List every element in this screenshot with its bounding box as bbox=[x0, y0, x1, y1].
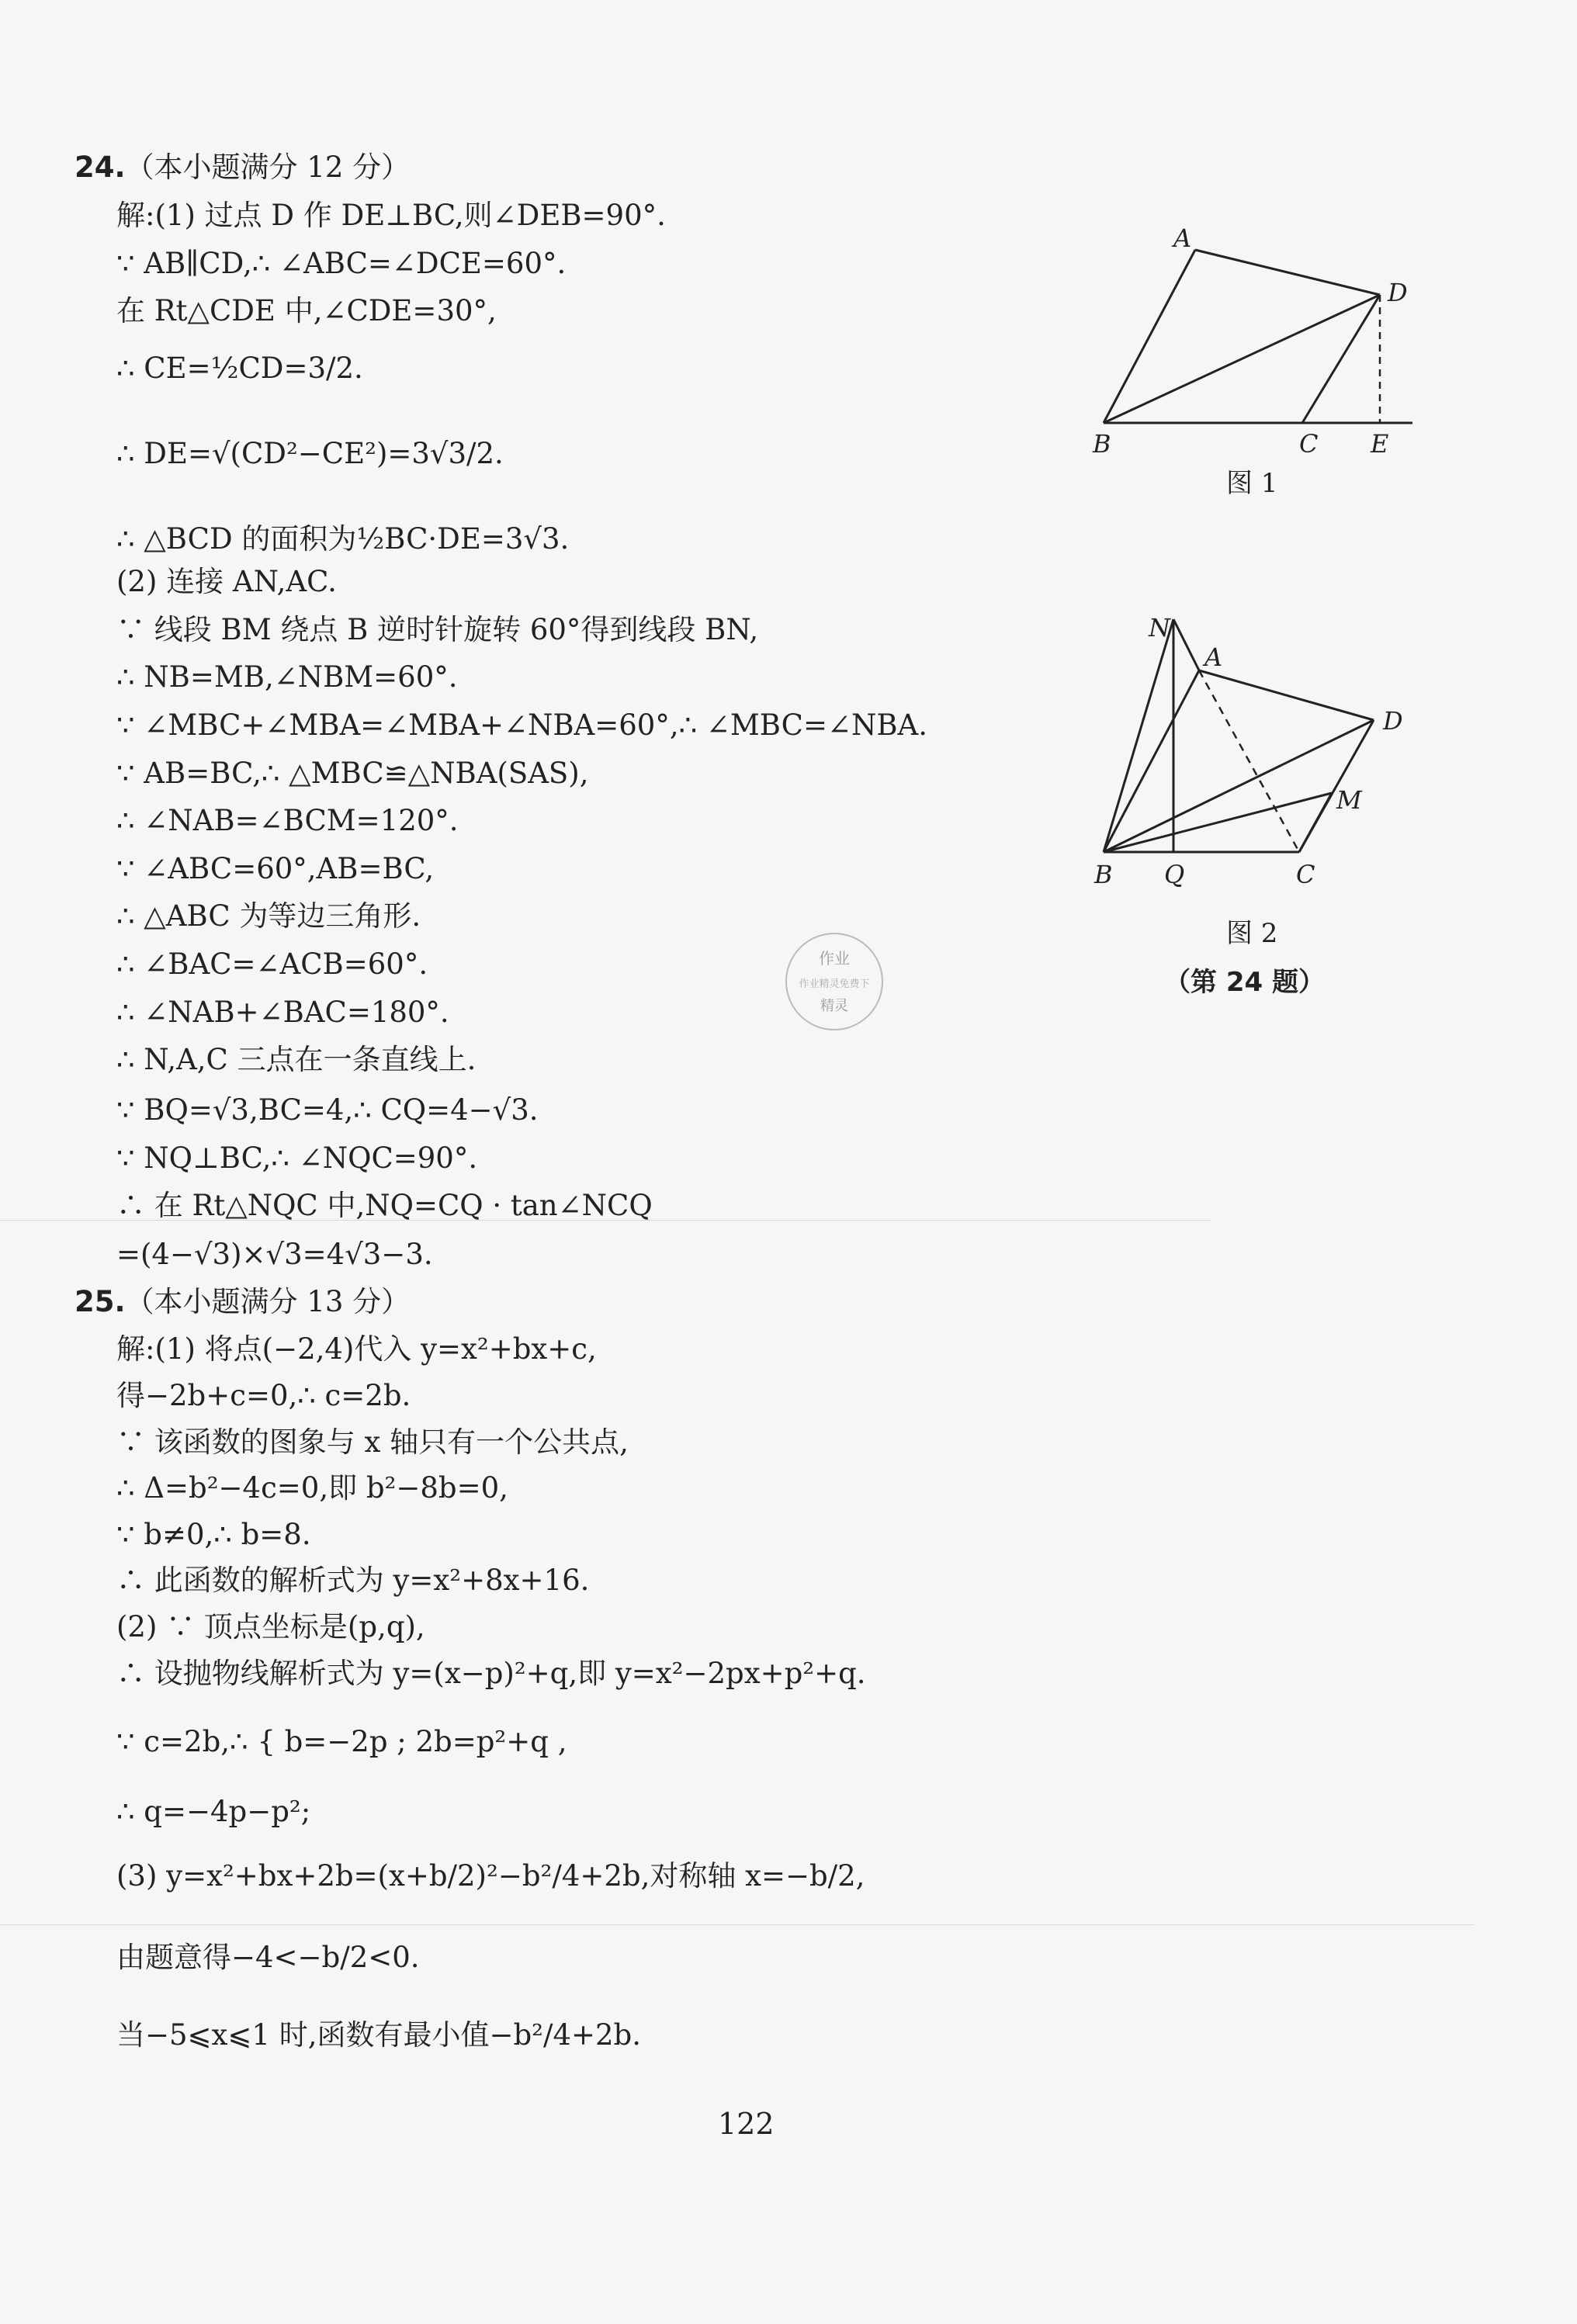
fig1-label-a: A bbox=[1173, 223, 1192, 253]
q24-header bbox=[75, 150, 410, 185]
q24-line: ∵ ∠MBC+∠MBA=∠MBA+∠NBA=60°,∴ ∠MBC=∠NBA. bbox=[116, 708, 928, 742]
stamp-text-top: 作业 bbox=[819, 949, 850, 968]
q24-line: ∵ ∠ABC=60°,AB=BC, bbox=[116, 852, 435, 885]
q24-header-text: （本小题满分 12 分） bbox=[125, 151, 411, 184]
watermark-stamp bbox=[776, 923, 892, 1040]
fig2-edge-bn bbox=[1104, 619, 1173, 852]
fig1-edge-ab bbox=[1104, 250, 1195, 423]
stamp-text-middle: 作业精灵免费下 bbox=[799, 978, 870, 990]
q25-line: ∵ 该函数的图象与 x 轴只有一个公共点, bbox=[116, 1425, 629, 1459]
q24-line: ∵ NQ⊥BC,∴ ∠NQC=90°. bbox=[116, 1141, 478, 1175]
q24-line: ∴ ∠NAB+∠BAC=180°. bbox=[116, 996, 449, 1029]
q24-line: ∴ △ABC 为等边三角形. bbox=[116, 899, 421, 933]
figure-1 bbox=[1079, 217, 1428, 466]
q25-line: (3) y=x²+bx+2b=(x+b/2)²−b²/4+2b,对称轴 x=−b/2, bbox=[116, 1859, 865, 1893]
fig1-edge-bd bbox=[1104, 295, 1380, 423]
fig2-caption: 图 2 bbox=[1226, 918, 1278, 949]
scan-rule bbox=[0, 1924, 1475, 1925]
q24-line: ∴ NB=MB,∠NBM=60°. bbox=[116, 660, 458, 694]
fig2-label-d: D bbox=[1383, 706, 1403, 736]
fig2-label-q: Q bbox=[1164, 860, 1185, 889]
page-number: 122 bbox=[718, 2107, 775, 2141]
q25-header bbox=[75, 1284, 410, 1320]
q24-line: ∴ N,A,C 三点在一条直线上. bbox=[116, 1043, 477, 1076]
q25-number: 25. bbox=[75, 1285, 126, 1318]
fig1-label-d: D bbox=[1388, 278, 1408, 307]
fig1-label-b: B bbox=[1093, 429, 1111, 459]
q24-line: 在 Rt△CDE 中,∠CDE=30°, bbox=[116, 294, 497, 327]
q25-line: ∴ 设抛物线解析式为 y=(x−p)²+q,即 y=x²−2px+p²+q. bbox=[116, 1657, 866, 1690]
fig2-label-n: N bbox=[1149, 613, 1170, 642]
fig1-label-e: E bbox=[1371, 429, 1389, 459]
fig2-edge-ab bbox=[1104, 670, 1199, 852]
fig2-edge-cm bbox=[1299, 793, 1332, 852]
q24-number: 24. bbox=[75, 151, 126, 184]
q24-line: ∵ AB∥CD,∴ ∠ABC=∠DCE=60°. bbox=[116, 247, 567, 280]
q25-line: ∴ Δ=b²−4c=0,即 b²−8b=0, bbox=[116, 1471, 508, 1505]
q24-line: (2) 连接 AN,AC. bbox=[116, 565, 337, 598]
fig2-dashed-ac bbox=[1199, 670, 1299, 852]
fig2-label-m: M bbox=[1336, 785, 1362, 815]
q25-line: ∴ 此函数的解析式为 y=x²+8x+16. bbox=[116, 1564, 590, 1597]
q25-line: 解:(1) 将点(−2,4)代入 y=x²+bx+c, bbox=[116, 1332, 597, 1366]
q24-line: ∴ △BCD 的面积为½BC·DE=3√3. bbox=[116, 522, 570, 556]
fig2-label-c: C bbox=[1296, 860, 1315, 889]
q24-line: ∴ 在 Rt△NQC 中,NQ=CQ · tan∠NCQ bbox=[116, 1189, 653, 1222]
q24-line: ∵ BQ=√3,BC=4,∴ CQ=4−√3. bbox=[116, 1093, 539, 1127]
q24-line: =(4−√3)×√3=4√3−3. bbox=[116, 1238, 433, 1271]
figure-2 bbox=[1079, 605, 1428, 900]
fig1-edge-ad bbox=[1195, 250, 1380, 295]
fig2-edge-na bbox=[1173, 619, 1199, 670]
q25-line: ∵ b≠0,∴ b=8. bbox=[116, 1518, 311, 1551]
q25-line: 得−2b+c=0,∴ c=2b. bbox=[116, 1379, 411, 1412]
q25-line: 当−5⩽x⩽1 时,函数有最小值−b²/4+2b. bbox=[116, 2018, 641, 2052]
fig2-label-a: A bbox=[1204, 642, 1223, 672]
fig2-edge-ad bbox=[1199, 670, 1374, 720]
fig2-edge-bm bbox=[1104, 793, 1332, 852]
q24-line: ∴ DE=√(CD²−CE²)=3√3/2. bbox=[116, 437, 504, 470]
q25-line: ∴ q=−4p−p²; bbox=[116, 1795, 311, 1828]
fig2-edge-bd bbox=[1104, 720, 1374, 852]
q25-header-text: （本小题满分 13 分） bbox=[125, 1285, 411, 1318]
stamp-text-bottom: 精灵 bbox=[820, 998, 848, 1014]
q24-line: ∴ ∠NAB=∠BCM=120°. bbox=[116, 804, 459, 837]
q24-line: ∴ ∠BAC=∠ACB=60°. bbox=[116, 947, 428, 981]
fig-group-caption: （第 24 题） bbox=[1164, 967, 1325, 998]
q25-line: (2) ∵ 顶点坐标是(p,q), bbox=[116, 1610, 425, 1643]
q25-line: ∵ c=2b,∴ { b=−2p ; 2b=p²+q , bbox=[116, 1725, 567, 1758]
fig1-caption: 图 1 bbox=[1226, 468, 1278, 499]
q24-line: 解:(1) 过点 D 作 DE⊥BC,则∠DEB=90°. bbox=[116, 199, 666, 232]
q24-line: ∴ CE=½CD=3/2. bbox=[116, 352, 363, 385]
q25-line: 由题意得−4<−b/2<0. bbox=[116, 1941, 420, 1974]
fig2-label-b: B bbox=[1094, 860, 1113, 889]
fig1-label-c: C bbox=[1299, 429, 1319, 459]
q24-line: ∵ AB=BC,∴ △MBC≌△NBA(SAS), bbox=[116, 757, 589, 790]
q24-line: ∵ 线段 BM 绕点 B 逆时针旋转 60°得到线段 BN, bbox=[116, 613, 759, 646]
